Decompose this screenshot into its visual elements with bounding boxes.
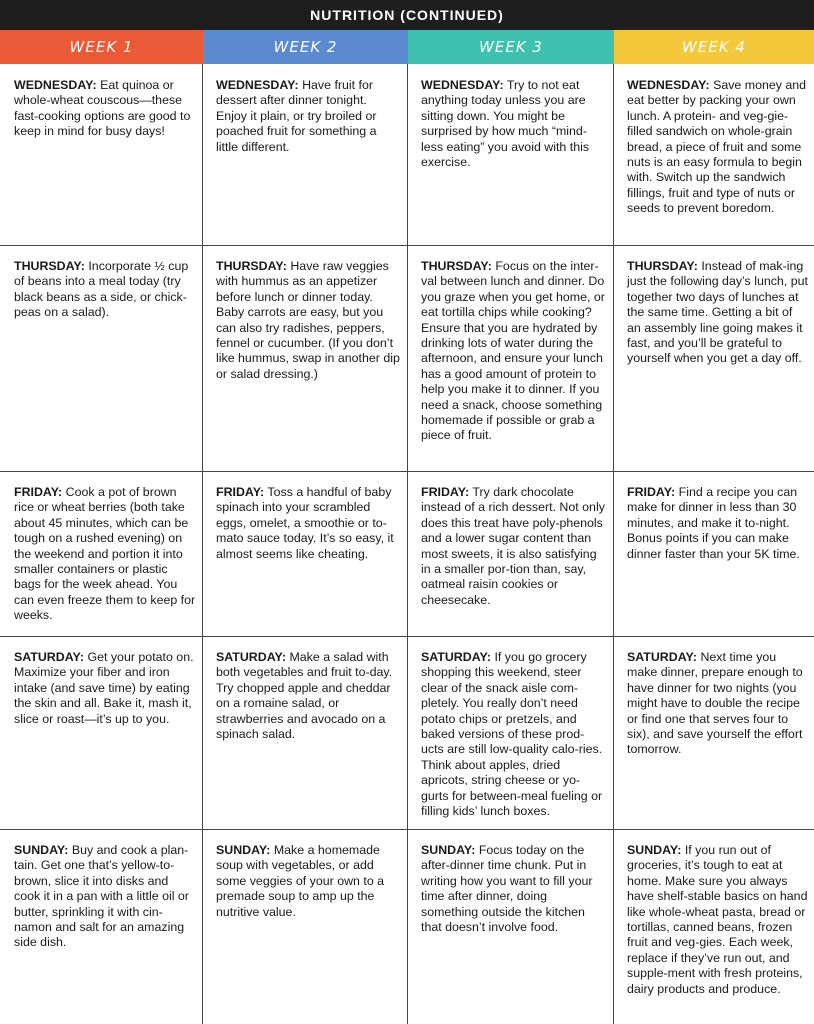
day-label: WEDNESDAY:: [216, 78, 299, 92]
day-label: SATURDAY:: [216, 650, 286, 664]
row-divider: [0, 471, 814, 472]
cell-text: Eat quinoa or whole-wheat couscous—these fast-cooking options are good to keep in mind for busy days!: [14, 78, 191, 139]
week-1-header: WEEK 1: [0, 30, 203, 64]
week-3-header: WEEK 3: [408, 30, 614, 64]
cell-text: Get your potato on. Maximize your fiber and iron intake (and save time) by eating the skin and all. Bake it, mash it, slice or roast—it’s up to you.: [14, 650, 194, 726]
cell-week3-friday: [409, 473, 606, 608]
day-label: WEDNESDAY:: [627, 78, 710, 92]
cell-week2-wednesday: [204, 66, 400, 155]
cell-text: Try to not eat anything today unless you are sitting down. You might be surprised by how much “mind-less eating” you avoid with this exercise.: [421, 78, 590, 170]
cell-week1-sunday: [2, 831, 196, 951]
cell-week3-wednesday: [409, 66, 606, 170]
day-label: SATURDAY:: [14, 650, 84, 664]
day-label: SUNDAY:: [627, 843, 682, 857]
cell-week3-thursday: [409, 247, 606, 444]
row-divider: [0, 636, 814, 637]
cell-text: Instead of mak-ing just the following day’s lunch, put together two days of lunches at the same time. Getting a bit of an assembly line going makes it fast, and you’ll be grateful to yourself when you get a day off.: [627, 259, 808, 366]
day-label: FRIDAY:: [421, 485, 470, 499]
week-2-header: WEEK 2: [203, 30, 408, 64]
cell-week1-wednesday: [2, 66, 196, 140]
cell-text: Have fruit for dessert after dinner tonight. Enjoy it plain, or try broiled or poached fruit for something a little different.: [216, 78, 377, 154]
cell-week3-saturday: [409, 638, 606, 819]
cell-text: Focus today on the after-dinner time chunk. Put in writing how you want to fill your time after dinner, doing something outside the kitchen that doesn’t involve food.: [421, 843, 593, 935]
day-label: THURSDAY:: [216, 259, 287, 273]
day-label: WEDNESDAY:: [14, 78, 97, 92]
column-divider: [613, 64, 614, 1024]
week-4-header: WEEK 4: [614, 30, 814, 64]
cell-week4-friday: [615, 473, 809, 562]
day-label: THURSDAY:: [627, 259, 698, 273]
cell-week2-saturday: [204, 638, 400, 742]
day-label: SUNDAY:: [216, 843, 271, 857]
column-divider: [202, 64, 203, 1024]
cell-text: If you go grocery shopping this weekend, steer clear of the snack aisle com-pletely. You really don’t need potato chips or pretzels, and baked versions of these prod-ucts are still low-quality calo-ries. Think about apples, dried apricots, string cheese or yo-gurts for between-meal fueling or filling kids’ lunch boxes.: [421, 650, 603, 819]
cell-week1-thursday: [2, 247, 196, 321]
cell-week1-friday: [2, 473, 196, 624]
cell-text: Focus on the inter-val between lunch and dinner. Do you graze when you get home, or eat tortilla chips while cooking? Ensure that you are hydrated by drinking lots of water during the afternoon, and ensure your lunch has a good amount of protein to help you make it to dinner. If you need a snack, choose something homemade if possible or grab a piece of fruit.: [421, 259, 605, 443]
row-divider: [0, 245, 814, 246]
cell-week4-saturday: [615, 638, 809, 758]
cell-week2-thursday: [204, 247, 400, 382]
cell-text: Find a recipe you can make for dinner in less than 30 minutes, and make it to-night. Bonus points if you can make dinner faster than your 5K time.: [627, 485, 800, 561]
day-label: SATURDAY:: [627, 650, 697, 664]
cell-text: If you run out of groceries, it’s tough to eat at home. Make sure you always have shelf-stable basics on hand like whole-wheat pasta, bread or tortillas, canned beans, frozen fruit and veg-gies. Each week, replace if they’ve run out, and supple-ment with fresh proteins, dairy products and produce.: [627, 843, 808, 996]
cell-text: Buy and cook a plan-tain. Get one that’s yellow-to-brown, slice it into disks and cook it in a pan with a little oil or butter, sprinkling it with cin-namon and salt for an amazing side dish.: [14, 843, 189, 950]
day-label: SUNDAY:: [421, 843, 476, 857]
cell-week4-wednesday: [615, 66, 809, 217]
cell-text: Make a homemade soup with vegetables, or add some veggies of your own to a premade soup to amp up the nutritive value.: [216, 843, 385, 919]
day-label: SUNDAY:: [14, 843, 69, 857]
day-label: WEDNESDAY:: [421, 78, 504, 92]
row-divider: [0, 829, 814, 830]
cell-text: Have raw veggies with hummus as an appetizer before lunch or dinner today. Baby carrots are easy, but you can also try radishes, peppers, fennel or cucumber. (If you don’t like hummus, swap in another dip or salad dressing.): [216, 259, 400, 381]
cell-text: Incorporate ½ cup of beans into a meal today (try black beans as a side, or chick-peas on a salad).: [14, 259, 189, 320]
cell-text: Try dark chocolate instead of a rich dessert. Not only does this treat have poly-phenols and a lower sugar content than most sweets, it is also satisfying in a smaller por-tion than, say, oatmeal raisin cookies or cheesecake.: [421, 485, 605, 607]
cell-week4-thursday: [615, 247, 809, 367]
cell-week2-friday: [204, 473, 400, 562]
column-divider: [407, 64, 408, 1024]
day-label: FRIDAY:: [216, 485, 265, 499]
page-title: NUTRITION (CONTINUED): [0, 0, 814, 30]
cell-week3-sunday: [409, 831, 606, 935]
day-label: THURSDAY:: [14, 259, 85, 273]
cell-week4-sunday: [615, 831, 809, 997]
cell-text: Save money and eat better by packing your own lunch. A protein- and veg-gie-filled sandwich on whole-grain bread, a piece of fruit and some nuts is an easy formula to begin with. Switch up the sandwich fillings, fruit and type of nuts or seeds to prevent boredom.: [627, 78, 807, 216]
cell-text: Next time you make dinner, prepare enough to have dinner for two nights (you might have to double the recipe or find one that serves four to six), and save yourself the effort tomorrow.: [627, 650, 803, 757]
cell-text: Cook a pot of brown rice or wheat berries (both take about 45 minutes, which can be tough on a rushed evening) on the weekend and portion it into smaller containers or plastic bags for the week ahead. You can even freeze them to keep for weeks.: [14, 485, 196, 623]
cell-week2-sunday: [204, 831, 400, 920]
cell-text: Toss a handful of baby spinach into your scrambled eggs, omelet, a smoothie or to-mato sauce today. It’s so easy, it almost seems like cheating.: [216, 485, 394, 561]
day-label: FRIDAY:: [627, 485, 676, 499]
cell-week1-saturday: [2, 638, 196, 727]
day-label: FRIDAY:: [14, 485, 63, 499]
cell-text: Make a salad with both vegetables and fruit to-day. Try chopped apple and cheddar on a romaine salad, or strawberries and avocado on a spinach salad.: [216, 650, 393, 742]
day-label: SATURDAY:: [421, 650, 491, 664]
day-label: THURSDAY:: [421, 259, 492, 273]
